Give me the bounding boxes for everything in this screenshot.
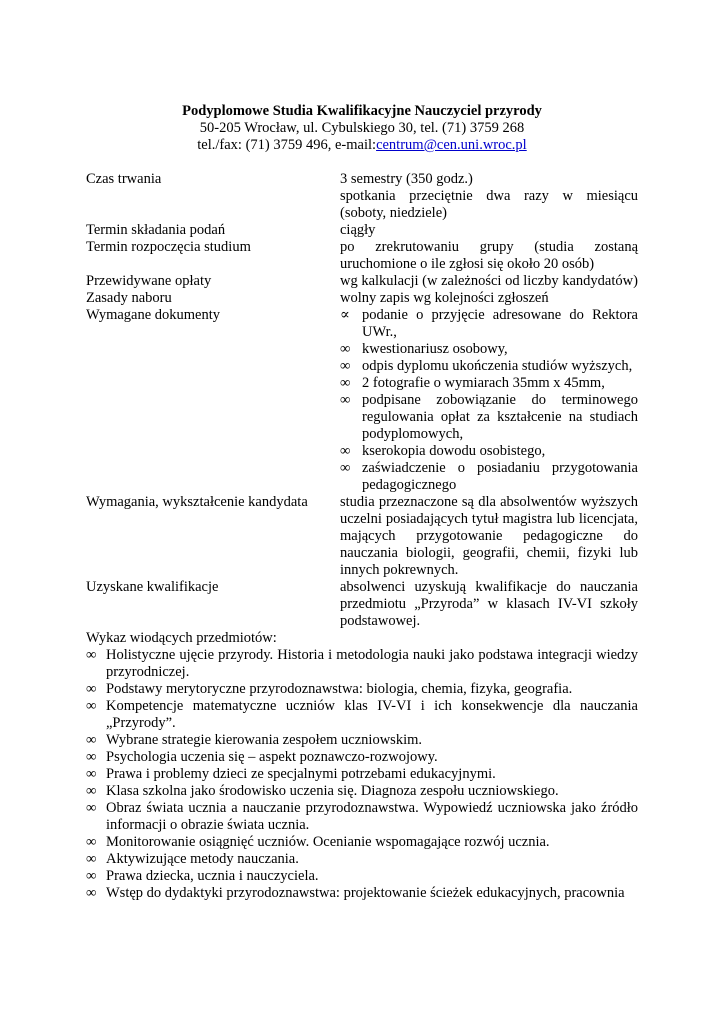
subject-item-text: Klasa szkolna jako środowisko uczenia się. Diagnoza zespołu uczniowskiego.: [106, 783, 559, 799]
subject-item: [86, 800, 638, 834]
subject-item-text: Prawa i problemy dzieci ze specjalnymi potrzebami edukacyjnymi.: [106, 766, 496, 782]
row-label-documents: Wymagane dokumenty: [86, 307, 221, 323]
subject-item: [86, 749, 638, 766]
subject-item-text: Monitorowanie osiągnięć uczniów. Ocenianie wspomagające rozwój ucznia.: [106, 834, 550, 850]
document-item-text: 2 fotografie o wymiarach 35mm x 45mm,: [362, 375, 605, 391]
row-label-qualifications: Uzyskane kwalifikacje: [86, 579, 219, 595]
subject-item: [86, 834, 638, 851]
subject-item: [86, 783, 638, 800]
address-line: 50-205 Wrocław, ul. Cybulskiego 30, tel. (71) 3759 268: [199, 120, 525, 136]
bullet-icon: ∞: [86, 647, 97, 663]
bullet-icon: ∞: [340, 375, 351, 391]
subject-item: [86, 698, 638, 732]
row-value-fees: wg kalkulacji (w zależności od liczby kandydatów): [340, 273, 638, 289]
row-value-requirements: studia przeznaczone są dla absolwentów wyższych uczelni posiadających tytuł magistra lub licencjata, mających przygotowanie pedagogiczne do nauczania biologii, geografii, chemii, fizyki lub innych pokrewnych.: [340, 494, 638, 578]
bullet-icon: ∞: [340, 358, 351, 374]
row-value-deadline: ciągły: [340, 222, 376, 238]
bullet-icon: ∝: [340, 307, 350, 323]
document-item: [340, 375, 638, 392]
info-row: [86, 239, 638, 273]
subject-item: [86, 868, 638, 885]
subject-item: [86, 766, 638, 783]
bullet-icon: ∞: [86, 749, 97, 765]
document-item: [340, 443, 638, 460]
bullet-icon: ∞: [86, 732, 97, 748]
row-label-duration: Czas trwania: [86, 171, 162, 187]
contact-prefix: tel./fax: (71) 3759 496, e-mail:: [197, 137, 377, 153]
email-link[interactable]: centrum@cen.uni.wroc.pl: [376, 137, 527, 153]
document-item: [340, 392, 638, 443]
bullet-icon: ∞: [86, 681, 97, 697]
document-item-text: podanie o przyjęcie adresowane do Rektora UWr.,: [362, 307, 638, 340]
row-value-duration: [340, 171, 638, 222]
bullet-icon: ∞: [340, 341, 351, 357]
subject-item: [86, 851, 638, 868]
document-item-text: podpisane zobowiązanie do terminowego regulowania opłat za kształcenie na studiach podyplomowych,: [362, 392, 638, 442]
document-item: [340, 307, 638, 341]
row-value-documents: [340, 307, 638, 494]
bullet-icon: ∞: [86, 851, 97, 867]
bullet-icon: ∞: [86, 698, 97, 714]
bullet-icon: ∞: [86, 885, 97, 901]
bullet-icon: ∞: [86, 868, 97, 884]
document-item: [340, 341, 638, 358]
bullet-icon: ∞: [86, 800, 97, 816]
duration-meetings: spotkania przeciętnie dwa razy w miesiącu (soboty, niedziele): [340, 188, 638, 221]
document-item-text: kwestionariusz osobowy,: [362, 341, 508, 357]
subject-item-text: Kompetencje matematyczne uczniów klas IV-VI i ich konsekwencje dla nauczania „Przyrody”.: [106, 698, 638, 731]
bullet-icon: ∞: [86, 766, 97, 782]
subject-item: [86, 885, 638, 902]
info-row: [86, 494, 638, 579]
info-row: [86, 222, 638, 239]
row-label-start: Termin rozpoczęcia studium: [86, 239, 251, 255]
bullet-icon: ∞: [340, 443, 351, 459]
document-item-text: zaświadczenie o posiadaniu przygotowania pedagogicznego: [362, 460, 638, 493]
row-value-admission: wolny zapis wg kolejności zgłoszeń: [340, 290, 549, 306]
subject-item-text: Wstęp do dydaktyki przyrodoznawstwa: projektowanie ścieżek edukacyjnych, pracownia: [106, 885, 625, 901]
bullet-icon: ∞: [86, 834, 97, 850]
subject-item: [86, 681, 638, 698]
subject-item-text: Psychologia uczenia się – aspekt poznawczo-rozwojowy.: [106, 749, 438, 765]
bullet-icon: ∞: [340, 392, 351, 408]
document-header: [86, 103, 638, 154]
subject-item-text: Holistyczne ujęcie przyrody. Historia i metodologia nauki jako podstawa integracji wiedzy przyrodniczej.: [106, 647, 638, 680]
row-value-start: po zrekrutowaniu grupy (studia zostaną uruchomione o ile zgłosi się około 20 osób): [340, 239, 638, 272]
document-item: [340, 460, 638, 494]
row-label-admission: Zasady naboru: [86, 290, 172, 306]
subject-item-text: Aktywizujące metody nauczania.: [106, 851, 299, 867]
subject-item-text: Podstawy merytoryczne przyrodoznawstwa: biologia, chemia, fizyka, geografia.: [106, 681, 573, 697]
subjects-list: [86, 647, 638, 902]
row-value-qualifications: absolwenci uzyskują kwalifikacje do nauczania przedmiotu „Przyroda” w klasach IV-VI szkoły podstawowej.: [340, 579, 638, 629]
duration-semesters: 3 semestry (350 godz.): [340, 171, 473, 187]
row-label-fees: Przewidywane opłaty: [86, 273, 212, 289]
info-row: [86, 273, 638, 290]
info-row: [86, 579, 638, 630]
document-item-text: kserokopia dowodu osobistego,: [362, 443, 546, 459]
subject-item-text: Wybrane strategie kierowania zespołem uczniowskim.: [106, 732, 422, 748]
document-item: [340, 358, 638, 375]
subject-item-text: Prawa dziecka, ucznia i nauczyciela.: [106, 868, 319, 884]
document-title: Podyplomowe Studia Kwalifikacyjne Nauczyciel przyrody: [182, 103, 542, 119]
row-label-deadline: Termin składania podań: [86, 222, 226, 238]
contact-line: [86, 137, 638, 154]
subject-item-text: Obraz świata ucznia a nauczanie przyrodoznawstwa. Wypowiedź uczniowska jako źródło informacji o obrazie świata ucznia.: [106, 800, 638, 833]
document-item-text: odpis dyplomu ukończenia studiów wyższych,: [362, 358, 633, 374]
subjects-title: Wykaz wiodących przedmiotów:: [86, 630, 277, 646]
info-row: [86, 307, 638, 494]
bullet-icon: ∞: [340, 460, 351, 476]
subject-item: [86, 732, 638, 749]
info-row: [86, 290, 638, 307]
row-label-requirements: Wymagania, wykształcenie kandydata: [86, 494, 308, 510]
documents-list: [340, 307, 638, 494]
subject-item: [86, 647, 638, 681]
info-table: [86, 171, 638, 630]
info-row: [86, 171, 638, 222]
bullet-icon: ∞: [86, 783, 97, 799]
